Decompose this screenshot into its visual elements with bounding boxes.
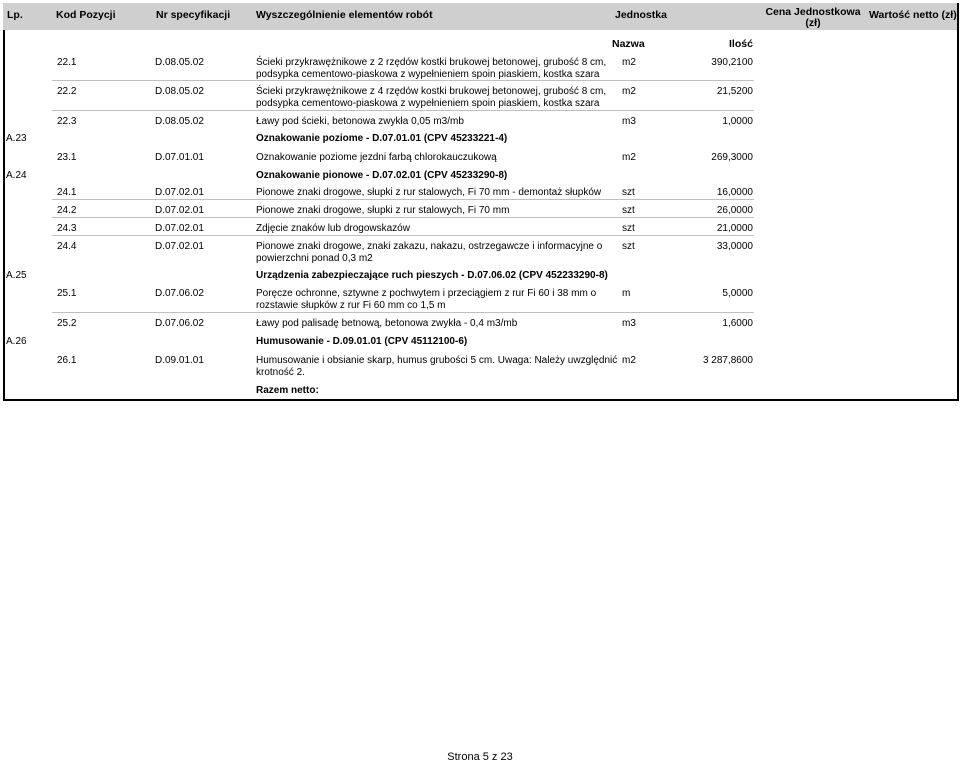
row-opis: Poręcze ochronne, sztywne z pochwytem i przeciągiem z rur Fi 60 i 38 mm o rozstawie słupków z rur Fi 60 mm co 1,5 m	[256, 288, 597, 311]
row-opis: Ścieki przykrawężnikowe z 2 rzędów kostki brukowej betonowej, grubość 8 cm, podsypka cementowo-piaskowa z wypełnieniem spoin piaskiem, kostka szara	[256, 57, 607, 80]
section-lp: A.25	[6, 270, 27, 281]
row-jm: m	[622, 288, 631, 299]
row-jm: m2	[622, 355, 636, 366]
row-jm: m3	[622, 116, 636, 127]
row-opis: Pionowe znaki drogowe, znaki zakazu, nakazu, ostrzegawcze i informacyjne o powierzchni ponad 0,3 m2	[256, 241, 603, 264]
row-ilosc: 5,0000	[722, 288, 753, 299]
row-ilosc: 390,2100	[711, 57, 753, 68]
row-opis: Humusowanie i obsianie skarp, humus grubości 5 cm. Uwaga: Należy uwzględnić krotność 2.	[256, 355, 618, 378]
row-spec: D.08.05.02	[155, 116, 204, 127]
total-label: Razem netto:	[256, 385, 319, 396]
row-ilosc: 3 287,8600	[702, 355, 753, 366]
row-separator	[52, 217, 754, 218]
row-spec: D.09.01.01	[155, 355, 204, 366]
row-jm: m3	[622, 318, 636, 329]
row-opis: Oznakowanie poziome jezdni farbą chlorokauczukową	[256, 152, 497, 163]
row-jm: szt	[622, 241, 635, 252]
section-lp: A.24	[6, 170, 27, 181]
section-title: Oznakowanie pionowe - D.07.02.01 (CPV 45233290-8)	[256, 170, 508, 181]
row-kod: 22.1	[57, 57, 77, 68]
row-kod: 22.2	[57, 86, 77, 97]
row-jm: szt	[622, 223, 635, 234]
col-spec: Nr specyfikacji	[156, 9, 231, 21]
row-ilosc: 26,0000	[716, 205, 753, 216]
row-spec: D.07.02.01	[155, 223, 204, 234]
row-opis: Zdjęcie znaków lub drogowskazów	[256, 223, 410, 234]
row-spec: D.07.06.02	[155, 318, 204, 329]
col-kod: Kod Pozycji	[56, 9, 116, 21]
row-kod: 24.3	[57, 223, 77, 234]
row-ilosc: 1,6000	[722, 318, 753, 329]
col-ilosc: Ilość	[729, 38, 753, 50]
row-ilosc: 269,3000	[711, 152, 753, 163]
row-spec: D.08.05.02	[155, 86, 204, 97]
col-jednostka: Jednostka	[615, 9, 667, 21]
row-jm: m2	[622, 152, 636, 163]
row-separator	[52, 199, 754, 200]
row-kod: 24.2	[57, 205, 77, 216]
row-opis: Pionowe znaki drogowe, słupki z rur stalowych, Fi 70 mm	[256, 205, 510, 216]
row-jm: szt	[622, 187, 635, 198]
row-kod: 26.1	[57, 355, 77, 366]
row-spec: D.07.01.01	[155, 152, 204, 163]
section-title: Humusowanie - D.09.01.01 (CPV 45112100-6)	[256, 336, 468, 347]
row-separator	[52, 235, 754, 236]
row-separator	[52, 312, 754, 313]
row-spec: D.07.02.01	[155, 187, 204, 198]
section-lp: A.26	[6, 336, 27, 347]
row-ilosc: 33,0000	[716, 241, 753, 252]
row-spec: D.08.05.02	[155, 57, 204, 68]
col-lp: Lp.	[7, 9, 23, 21]
row-opis: Ścieki przykrawężnikowe z 4 rzędów kostki brukowej betonowej, grubość 8 cm, podsypka cementowo-piaskowa z wypełnieniem spoin piaskiem, kostka szara	[256, 86, 607, 109]
section-title: Oznakowanie poziome - D.07.01.01 (CPV 45233221-4)	[256, 133, 508, 144]
row-kod: 24.1	[57, 187, 77, 198]
section-title: Urządzenia zabezpieczające ruch pieszych - D.07.06.02 (CPV 452233290-8)	[256, 270, 608, 281]
row-kod: 25.1	[57, 288, 77, 299]
row-separator	[52, 110, 754, 111]
row-opis: Ławy pod palisadę betnową, betonowa zwykła - 0,4 m3/mb	[256, 318, 518, 329]
col-cena: Cena Jednostkowa (zł)	[765, 6, 861, 29]
row-jm: szt	[622, 205, 635, 216]
row-kod: 25.2	[57, 318, 77, 329]
row-spec: D.07.02.01	[155, 205, 204, 216]
row-spec: D.07.06.02	[155, 288, 204, 299]
row-opis: Pionowe znaki drogowe, słupki z rur stalowych, Fi 70 mm - demontaż słupków	[256, 187, 602, 198]
row-ilosc: 21,5200	[716, 86, 753, 97]
row-ilosc: 21,0000	[716, 223, 753, 234]
row-kod: 24.4	[57, 241, 77, 252]
row-jm: m2	[622, 86, 636, 97]
table-header	[3, 3, 957, 30]
section-lp: A.23	[6, 133, 27, 144]
row-ilosc: 16,0000	[716, 187, 753, 198]
row-kod: 22.3	[57, 116, 77, 127]
row-opis: Ławy pod ścieki, betonowa zwykła 0,05 m3/mb	[256, 116, 464, 127]
col-wartosc: Wartość netto (zł)	[869, 9, 957, 21]
row-kod: 23.1	[57, 152, 77, 163]
col-opis: Wyszczególnienie elementów robót	[256, 9, 433, 21]
row-separator	[52, 80, 754, 81]
row-jm: m2	[622, 57, 636, 68]
row-ilosc: 1,0000	[722, 116, 753, 127]
row-spec: D.07.02.01	[155, 241, 204, 252]
page-footer: Strona 5 z 23	[447, 751, 513, 763]
col-nazwa: Nazwa	[612, 38, 645, 50]
